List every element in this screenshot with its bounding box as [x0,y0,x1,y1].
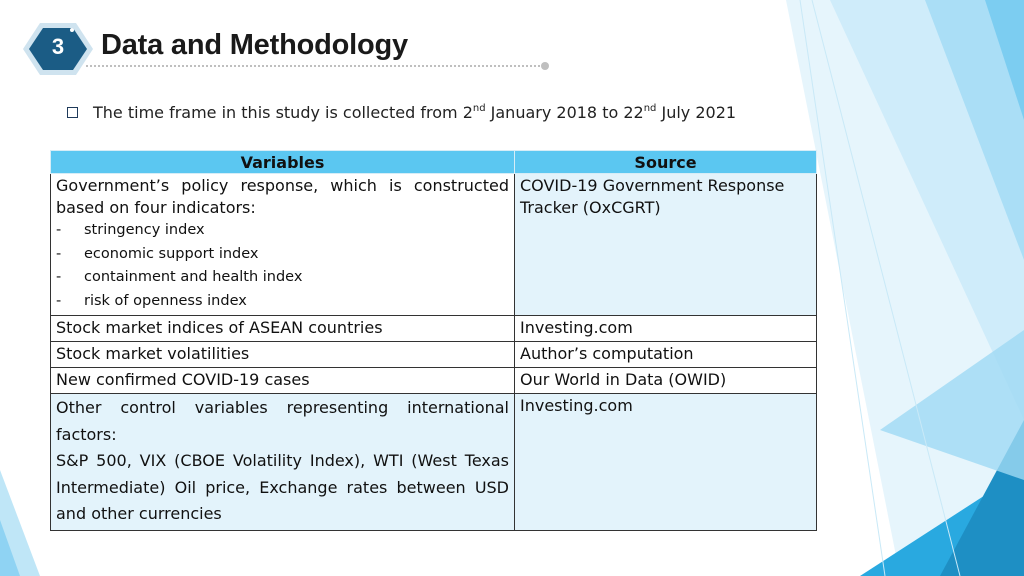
list-item: - economic support index [56,245,259,262]
list-item: - containment and health index [56,269,303,285]
variable-cell: Stock market volatilities [51,342,515,368]
variable-cell: New confirmed COVID-19 cases [51,368,515,394]
list-item: - stringency index [56,222,205,238]
header-variables: Variables [51,151,515,174]
table-row [51,368,817,394]
variable-text: Government’s policy response, which is constructed based on four indicators: [56,176,509,217]
variable-cell [51,174,515,316]
section-number: 3 [51,34,65,59]
title-underline-dot [541,62,549,70]
table-header-row [51,151,817,174]
variable-text: Other control variables representing international factors: [56,398,509,444]
table-row [51,342,817,368]
source-cell: COVID-19 Government Response Tracker (OxCGRT) [515,174,817,316]
table-row [51,316,817,342]
table-row [51,174,817,316]
variable-cell: Stock market indices of ASEAN countries [51,316,515,342]
intro-text: The time frame in this study is collected from 2nd January 2018 to 22nd July 2021 [93,103,737,122]
source-cell: Investing.com [515,316,817,342]
source-cell: Author’s computation [515,342,817,368]
variable-detail: S&P 500, VIX (CBOE Volatility Index), WTI (West Texas Intermediate) Oil price, Exchange rates between USD and other currencies [56,451,509,523]
title-underline [86,65,544,67]
variables-table [50,150,817,531]
indicator-list [56,219,509,313]
list-item: - risk of openness index [56,292,247,309]
header-source: Source [515,151,817,174]
source-cell: Investing.com [515,394,817,531]
table-row [51,394,817,531]
slide-title: Data and Methodology [101,29,408,61]
source-cell: Our World in Data (OWID) [515,368,817,394]
variable-cell [51,394,515,531]
checkbox-bullet-icon [67,107,78,118]
